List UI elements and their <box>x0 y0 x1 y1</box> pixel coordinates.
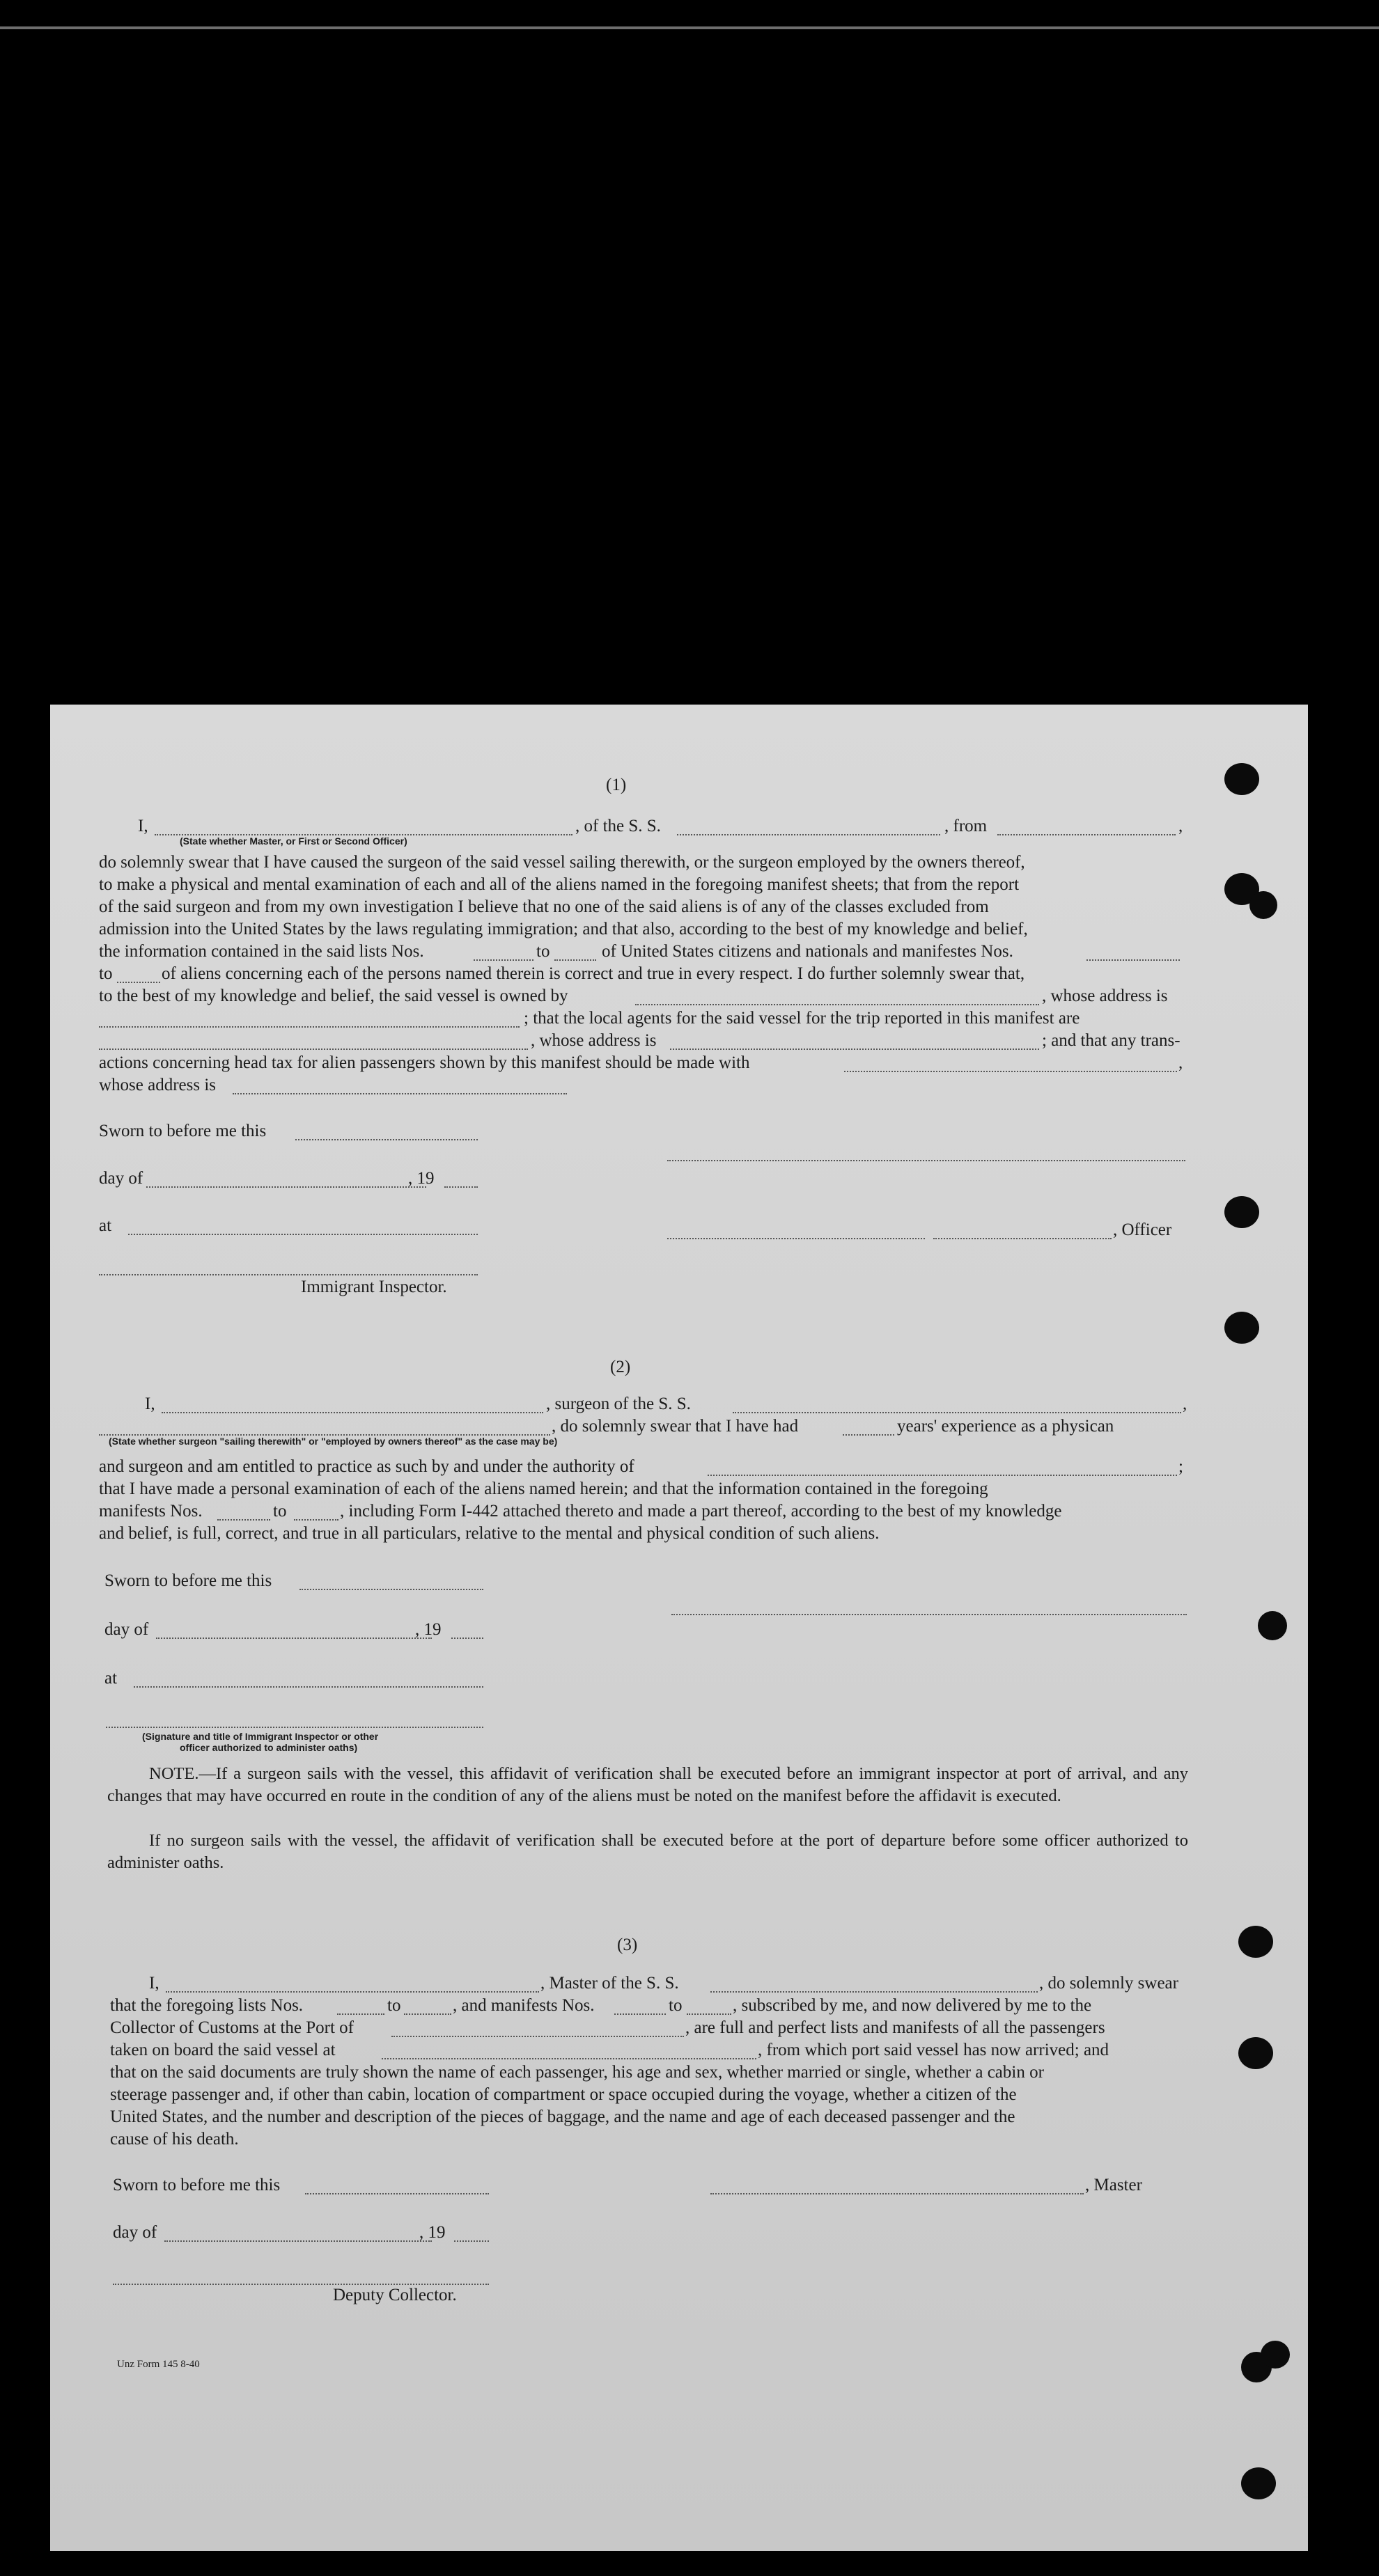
local-agents-blank <box>99 1049 528 1050</box>
s1-line-4: of the said surgeon and from my own investigation I believe that no one of the said aliens is of any of the classes excluded from <box>99 897 989 916</box>
s1-year-blank <box>444 1186 478 1188</box>
s2-line-3: and surgeon and am entitled to practice as such by and under the authority of <box>99 1457 634 1476</box>
section-1-i: I, <box>138 817 148 835</box>
s3-line-8: cause of his death. <box>110 2130 239 2149</box>
embarkation-port-blank <box>382 2058 756 2059</box>
s1-line-12: whose address is <box>99 1076 217 1094</box>
s3-manifests-from-blank <box>614 2013 666 2015</box>
s1-line-11: actions concerning head tax for alien passengers shown by this manifest should be made with <box>99 1053 750 1072</box>
owner-address-blank <box>99 1026 520 1028</box>
s1-line-7a: to <box>99 964 113 983</box>
s1-line-6a: the information contained in the said lists Nos. <box>99 942 424 961</box>
section-2-i: I, <box>145 1395 155 1413</box>
s2-line-5b: to <box>273 1502 287 1521</box>
s1-officer-label: , Officer <box>1113 1220 1172 1239</box>
punch-hole <box>1261 2341 1290 2369</box>
surgeon-of-ss-label: , surgeon of the S. S. <box>546 1395 691 1413</box>
manifest-affidavit-page <box>50 705 1308 2551</box>
s2-signature-note-1: (Signature and title of Immigrant Inspector or other <box>142 1731 379 1742</box>
s2-line-4: that I have made a personal examination of each of the aliens named herein; and that the information contained in the foregoing <box>99 1479 988 1498</box>
s3-line-2a: that the foregoing lists Nos. <box>110 1996 304 2015</box>
lists-to-blank <box>554 959 596 961</box>
of-the-ss-label: , of the S. S. <box>575 817 661 835</box>
s1-year-label: , 19 <box>408 1169 435 1188</box>
officer-title-note: (State whether Master, or First or Second Officer) <box>180 835 407 847</box>
s1-line-5: admission into the United States by the laws regulating immigration; and that also, according to the best of my knowledge and belief, <box>99 920 1028 938</box>
comma: , <box>1178 817 1183 835</box>
s3-day-blank <box>164 2240 432 2242</box>
surgeon-status-note: (State whether surgeon "sailing therewith" or "employed by owners thereof" as the case may be) <box>109 1436 558 1447</box>
s1-sworn-label: Sworn to before me this <box>99 1122 267 1140</box>
s2-inspector-signature-line <box>106 1727 483 1728</box>
s2-surgeon-signature-line <box>671 1614 1187 1615</box>
punch-hole <box>1249 891 1277 919</box>
punch-hole <box>1258 1611 1287 1640</box>
top-scan-line <box>0 26 1379 29</box>
manifests-from-blank <box>1086 959 1180 961</box>
s3-master-signature-line <box>710 2193 1084 2194</box>
from-port-blank <box>997 834 1176 835</box>
punch-hole <box>1238 1926 1273 1958</box>
s2-day-of-label: day of <box>104 1620 149 1639</box>
years-experience-blank <box>843 1434 894 1436</box>
s3-day-of-label: day of <box>113 2223 157 2242</box>
semicolon: ; <box>1178 1457 1183 1476</box>
s3-line-3a: Collector of Customs at the Port of <box>110 2018 354 2037</box>
manifests-to-blank <box>117 982 160 983</box>
s3-year-blank <box>454 2240 489 2242</box>
s1-day-of-label: day of <box>99 1169 143 1188</box>
s3-line-2c: , and manifests Nos. <box>453 1996 595 2015</box>
s3-deputy-label: Deputy Collector. <box>333 2286 457 2304</box>
s2-at-label: at <box>104 1669 118 1688</box>
collector-port-blank <box>391 2036 684 2037</box>
s3-master-label: , Master <box>1085 2176 1142 2194</box>
s1-line-9: ; that the local agents for the said vessel for the trip reported in this manifest are <box>524 1009 1080 1028</box>
s3-line-5: that on the said documents are truly shown the name of each passenger, his age and sex, whether married or single, whether a cabin or <box>110 2063 1044 2082</box>
s2-vessel-blank <box>733 1412 1181 1413</box>
head-tax-address-blank <box>233 1093 567 1094</box>
s3-year-label: , 19 <box>419 2223 446 2242</box>
s1-line-2: do solemnly swear that I have caused the surgeon of the said vessel sailing therewith, or the surgeon employed by the owners thereof, <box>99 853 1025 872</box>
s2-year-blank <box>451 1638 483 1639</box>
s2-sworn-label: Sworn to before me this <box>104 1571 272 1590</box>
authority-blank <box>708 1475 1177 1476</box>
s1-line-8a: to the best of my knowledge and belief, the said vessel is owned by <box>99 987 568 1005</box>
s2-line-2a: , do solemnly swear that I have had <box>552 1417 799 1436</box>
s2-line-5c: , including Form I-442 attached thereto and made a part thereof, according to the best of my knowledge <box>340 1502 1062 1521</box>
s3-swear-label: , do solemnly swear <box>1039 1974 1178 1993</box>
s3-vessel-blank <box>710 1991 1038 1993</box>
s3-line-7: United States, and the number and description of the pieces of baggage, and the name and age of each deceased passenger and the <box>110 2107 1015 2126</box>
s3-line-2e: , subscribed by me, and now delivered by me to the <box>733 1996 1092 2015</box>
s3-line-3b: , are full and perfect lists and manifests of all the passengers <box>685 2018 1105 2037</box>
s2-line-6: and belief, is full, correct, and true in all particulars, relative to the mental and physical condition of such aliens. <box>99 1524 880 1543</box>
from-label: , from <box>944 817 988 835</box>
section-1-heading: (1) <box>606 776 627 794</box>
punch-hole <box>1238 2037 1273 2069</box>
surgeon-note-paragraph: NOTE.—If a surgeon sails with the vessel, this affidavit of verification shall be executed before an immigrant inspector at port of arrival, and any changes that may have occurred en route in the condition of any of the aliens must be noted on the manifest before the affidavit is executed. <box>107 1764 1188 1805</box>
s1-at-blank <box>128 1234 478 1235</box>
owner-blank <box>635 1004 1039 1005</box>
section-2-heading: (2) <box>610 1358 631 1376</box>
s3-line-4b: , from which port said vessel has now arrived; and <box>758 2041 1109 2059</box>
s2-manifests-to-blank <box>294 1519 338 1521</box>
section-3-i: I, <box>149 1974 159 1993</box>
s2-manifests-from-blank <box>217 1519 270 1521</box>
s1-officer-signature-line <box>667 1160 1185 1161</box>
s1-line-6c: of United States citizens and nationals and manifestes Nos. <box>602 942 1013 961</box>
s1-line-10b: ; and that any trans- <box>1042 1031 1181 1050</box>
s2-year-label: , 19 <box>415 1620 442 1639</box>
agents-address-blank <box>670 1049 1039 1050</box>
s1-day-blank <box>146 1186 426 1188</box>
s1-sworn-blank <box>295 1139 478 1140</box>
s1-line-10a: , whose address is <box>531 1031 657 1050</box>
punch-hole <box>1241 2467 1276 2499</box>
s3-line-2d: to <box>669 1996 683 2015</box>
s2-signature-note-2: officer authorized to administer oaths) <box>180 1742 358 1753</box>
section-3-heading: (3) <box>617 1935 638 1954</box>
s1-line-7b: of aliens concerning each of the persons named therein is correct and true in every respect. I do further solemnly swear that, <box>162 964 1025 983</box>
s1-line-3: to make a physical and mental examination of each and all of the aliens named in the foregoing manifest sheets; that from the report <box>99 875 1020 894</box>
punch-hole <box>1224 763 1259 795</box>
s2-sworn-blank <box>299 1589 483 1590</box>
s2-at-blank <box>134 1686 483 1688</box>
s1-at-label: at <box>99 1216 112 1235</box>
surgeon-name-blank <box>162 1412 543 1413</box>
punch-hole <box>1224 1196 1259 1228</box>
s1-line-8b: , whose address is <box>1042 987 1168 1005</box>
s3-line-2b: to <box>387 1996 401 2015</box>
s2-day-blank <box>156 1638 432 1639</box>
s1-inspector-signature-line <box>99 1274 478 1275</box>
s1-inspector-label: Immigrant Inspector. <box>301 1278 447 1296</box>
vessel-name-blank <box>677 834 940 835</box>
master-name-blank <box>166 1991 539 1993</box>
s3-line-4a: taken on board the said vessel at <box>110 2041 336 2059</box>
lists-from-blank <box>474 959 533 961</box>
form-identifier: Unz Form 145 8-40 <box>117 2359 200 2370</box>
s3-manifests-to-blank <box>687 2013 731 2015</box>
head-tax-party-blank <box>844 1071 1177 1072</box>
s3-sworn-label: Sworn to before me this <box>113 2176 281 2194</box>
s1-officer-name-blank <box>667 1238 925 1239</box>
master-of-ss-label: , Master of the S. S. <box>540 1974 679 1993</box>
s2-line-5a: manifests Nos. <box>99 1502 203 1521</box>
s3-lists-to-blank <box>404 2013 451 2015</box>
comma: , <box>1183 1395 1187 1413</box>
s2-line-2b: years' experience as a physican <box>897 1417 1114 1436</box>
s3-lists-from-blank <box>337 2013 384 2015</box>
s1-line-6b: to <box>536 942 550 961</box>
comma: , <box>1178 1053 1183 1072</box>
punch-hole <box>1224 1312 1259 1344</box>
s3-line-6: steerage passenger and, if other than cabin, location of compartment or space occupied during the voyage, whether a citizen of the <box>110 2085 1017 2104</box>
s3-sworn-blank <box>305 2193 489 2194</box>
no-surgeon-note-paragraph: If no surgeon sails with the vessel, the affidavit of verification shall be executed before at the port of departure before some officer authorized to administer oaths. <box>107 1831 1188 1872</box>
s1-officer-title-blank <box>933 1238 1112 1239</box>
